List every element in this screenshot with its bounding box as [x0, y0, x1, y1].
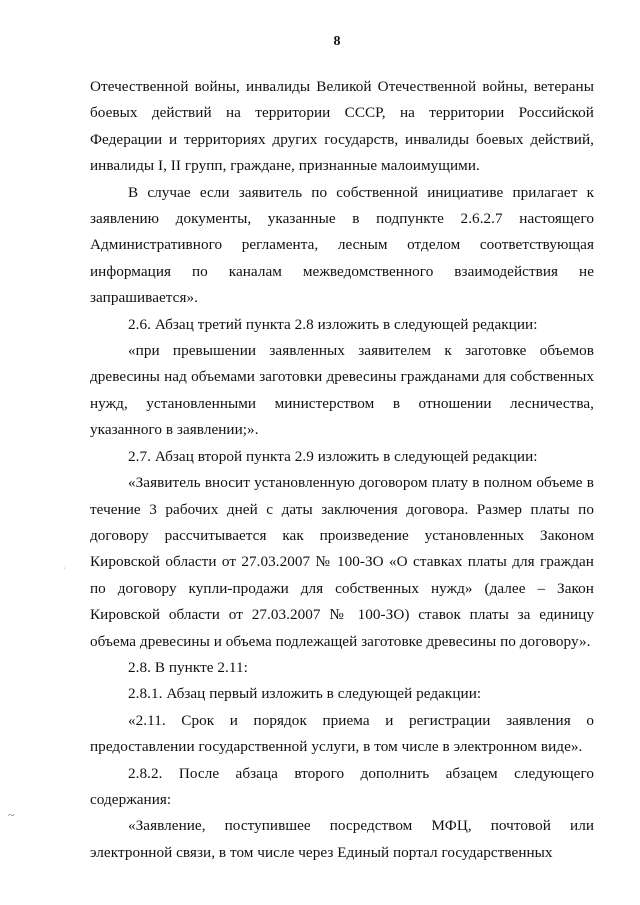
paragraph-10: 2.8.2. После абзаца второго дополнить абзацем следующего содержания:: [90, 764, 594, 808]
scan-speck: ': [64, 566, 66, 576]
paragraph-9: «2.11. Срок и порядок приема и регистрации заявления о предоставлении государственной услуги, в том числе в электронном виде».: [90, 711, 594, 756]
page-number: 8: [333, 34, 341, 49]
paragraph-8: 2.8.1. Абзац первый изложить в следующей редакции:: [128, 685, 482, 703]
paragraph-11: «Заявление, поступившее посредством МФЦ, почтовой или электронной связи, в том числе через Единый портал государственных: [90, 817, 594, 861]
paragraph-6: «Заявитель вносит установленную договором плату в полном объеме в течение 3 рабочих дней с даты заключения договора. Размер платы по договору рассчитывается как произведение установленных Законом Кировской области от 27.03.2007 № 100-ЗО «О ставках платы для граждан по договору купли-продажи для собственных нужд» (далее – Закон Кировской области от 27.03.2007 № 100-ЗО) ставок платы за единицу объема древесины и объема подлежащей заготовке древесины по договору».: [90, 474, 594, 650]
paragraph-7: 2.8. В пункте 2.11:: [128, 658, 248, 676]
paragraph-3: 2.6. Абзац третий пункта 2.8 изложить в следующей редакции:: [128, 315, 538, 333]
paragraph-1: Отечественной войны, инвалиды Великой Отечественной войны, ветераны боевых действий на территории СССР, на территории Российской Федерации и территориях других государств, инвалиды боевых действий, инвалиды I, II групп, граждане, признанные малоимущими.: [90, 78, 594, 175]
paragraph-4: «при превышении заявленных заявителем к заготовке объемов древесины над объемами заготовки древесины гражданами для собственных нужд, установленными министерством в отношении лесничества, указанного в заявлении;».: [90, 342, 594, 439]
paragraph-2: В случае если заявитель по собственной инициативе прилагает к заявлению документы, указанные в подпункте 2.6.2.7 настоящего Административного регламента, лесным отделом соответствующая информация по каналам межведомственного взаимодействия не запрашивается».: [90, 183, 594, 307]
paragraph-5: 2.7. Абзац второй пункта 2.9 изложить в следующей редакции:: [128, 447, 538, 465]
document-body: [90, 74, 594, 866]
margin-mark: ~: [8, 808, 15, 822]
